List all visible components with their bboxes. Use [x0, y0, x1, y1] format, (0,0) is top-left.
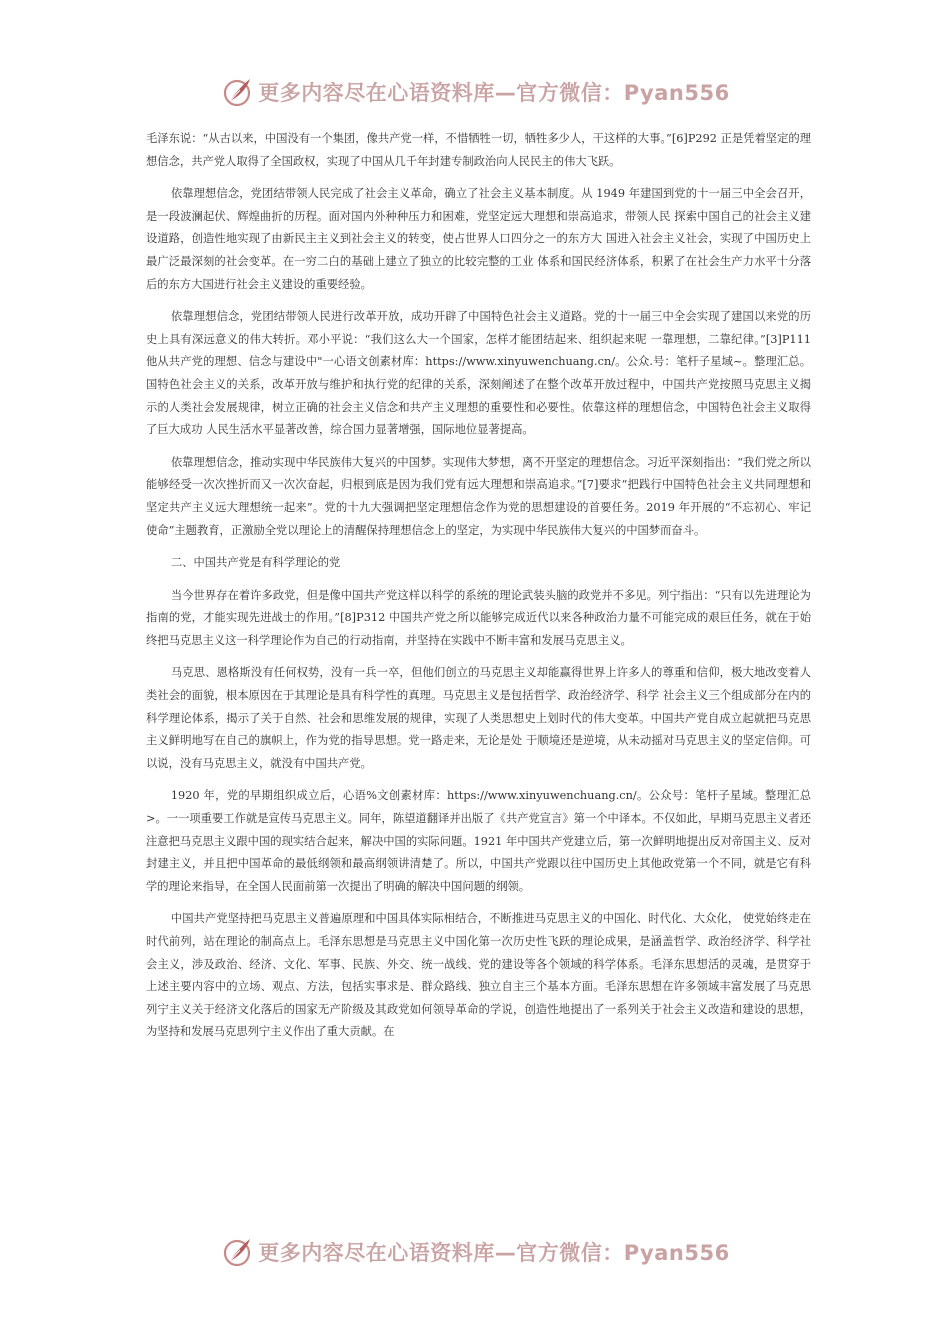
quill-pen-circle-icon	[220, 1235, 254, 1269]
paragraph-2: 依靠理想信念，党团结带领人民完成了社会主义革命，确立了社会主义基本制度。从 1949 年建国到党的十一届三中全会召开，是一段波澜起伏、辉煌曲折的历程。面对国内外种种压力和困难，党坚定远大理想和崇高追求，带领人民 探索中国自己的社会主义建设道路，创造性地实现了由新民主主义到社会主义的转变，使占世界人口四分之一的东方大 国进入社会主义社会，实现了中国历史上最广泛最深刻的社会变革。在一穷二白的基础上建立了独立的比较完整的工业 体系和国民经济体系，积累了在社会生产力水平十分落后的东方大国进行社会主义建设的重要经验。	[146, 187, 811, 291]
footer-banner-inner	[220, 1235, 729, 1269]
quill-pen-circle-icon	[220, 75, 254, 109]
paragraph-8: 中国共产党坚持把马克思主义普遍原理和中国具体实际相结合，不断推进马克思主义的中国化、时代化、大众化， 使党始终走在时代前列，站在理论的制高点上。毛泽东思想是马克思主义中国化第一次历史性飞跃的理论成果，是涵盖哲学、政治经济学、科学社会主义，涉及政治、经济、文化、军事、民族、外交、统一战线、党的建设等各个领域的科学体系。毛泽东思想活的灵魂，是贯穿于上述主要内容中的立场、观点、方法，包括实事求是、群众路线、独立自主三个基本方面。毛泽东思想在许多领域丰富发展了马克思列宁主义关于经济文化落后的国家无产阶级及其政党如何领导革命的学说，创造性地提出了一系列关于社会主义改造和建设的思想，为坚持和发展马克思列宁主义作出了重大贡献。在	[146, 912, 811, 1039]
paragraph-5: 当今世界存在着许多政党，但是像中国共产党这样以科学的系统的理论武装头脑的政党并不多见。列宁指出：“只有以先进理论为指南的党，才能实现先进战士的作用。”[8]P312 中国共产党之所以能够完成近代以来各种政治力量不可能完成的艰巨任务，就在于始终把马克思主义这一科学理论作为自己的行动指南，并坚持在实践中不断丰富和发展马克思主义。	[146, 588, 811, 647]
footer-banner-text: 更多内容尽在心语资料库—官方微信：Pyan556	[258, 1241, 730, 1265]
header-banner-text: 更多内容尽在心语资料库—官方微信：Pyan556	[258, 81, 730, 105]
paragraph-1: 毛泽东说：“从古以来，中国没有一个集团，像共产党一样，不惜牺牲一切，牺牲多少人，干这样的大事。”[6]P292 正是凭着坚定的理想信念，共产党人取得了全国政权，实现了中国从几千年封建专制政治向人民民主的伟大飞跃。	[146, 132, 811, 168]
header-banner-inner	[220, 75, 729, 109]
paragraph-3: 依靠理想信念，党团结带领人民进行改革开放，成功开辟了中国特色社会主义道路。党的十一届三中全会实现了建国以来党的历史上具有深远意义的伟大转折。邓小平说：“我们这么大一个国家，怎样才能团结起来、组织起来呢 一靠理想，二靠纪律。”[3]P111 他从共产党的理想、信念与建设中"一心语文创素材库：https://www.xinyuwenchuang.cn/。公众.号：笔杆子星域~。整理汇总。国特色社会主义的关系，改革开放与维护和执行党的纪律的关系，深刻阐述了在整个改革开放过程中，中国共产党按照马克思主义揭示的人类社会发展规律，树立正确的社会主义信念和共产主义理想的重要性和必要性。依靠这样的理想信念，中国特色社会主义取得了巨大成功 人民生活水平显著改善，综合国力显著增强，国际地位显著提高。	[146, 310, 811, 437]
paragraph-6: 马克思、恩格斯没有任何权势，没有一兵一卒，但他们创立的马克思主义却能赢得世界上许多人的尊重和信仰，极大地改变着人类社会的面貌，根本原因在于其理论是具有科学性的真理。马克思主义是包括哲学、政治经济学、科学 社会主义三个组成部分在内的科学理论体系，揭示了关于自然、社会和思维发展的规律，实现了人类思想史上划时代的伟大变革。中国共产党自成立起就把马克思主义鲜明地写在自己的旗帜上，作为党的指导思想。党一路走来，无论是处 于顺境还是逆境，从未动摇对马克思主义的坚定信仰。可以说，没有马克思主义，就没有中国共产党。	[146, 666, 811, 770]
footer-banner	[0, 1230, 950, 1274]
header-banner	[0, 70, 950, 114]
document-body	[146, 128, 811, 1054]
section-heading: 二、中国共产党是有科学理论的党	[170, 556, 341, 570]
paragraph-7: 1920 年，党的早期组织成立后，心语%文创素材库：https://www.xinyuwenchuang.cn/。公众号：笔杆子星域。整理汇总>。一一项重要工作就是宣传马克思主义。同年，陈望道翻译并出版了《共产党宣言》第一个中译本。不仅如此，早期马克思主义者还注意把马克思主义跟中国的现实结合起来，解决中国的实际问题。1921 年中国共产党建立后，第一次鲜明地提出反对帝国主义、反对封建主义，并且把中国革命的最低纲领和最高纲领讲清楚了。所以，中国共产党跟以往中国历史上其他政党第一个不同，就是它有科学的理论来指导，在全国人民面前第一次提出了明确的解决中国问题的纲领。	[146, 789, 811, 893]
paragraph-4: 依靠理想信念，推动实现中华民族伟大复兴的中国梦。实现伟大梦想，离不开坚定的理想信念。习近平深刻指出：“我们党之所以能够经受一次次挫折而又一次次奋起，归根到底是因为我们党有远大理想和崇高追求。”[7]要求“把践行中国特色社会主义共同理想和坚定共产主义远大理想统一起来”。党的十九大强调把坚定理想信念作为党的思想建设的首要任务。2019 年开展的“不忘初心、牢记使命”主题教育，正激励全党以理论上的清醒保持理想信念上的坚定，为实现中华民族伟大复兴的中国梦而奋斗。	[146, 455, 811, 537]
